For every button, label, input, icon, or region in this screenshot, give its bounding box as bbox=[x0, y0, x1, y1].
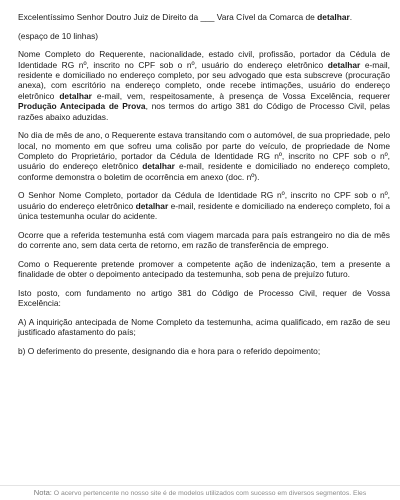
facts-bold-b: detalhar bbox=[142, 161, 175, 172]
facts-paragraph bbox=[18, 130, 390, 182]
request-item-b: b) O deferimento do presente, designando dia e hora para o referido depoimento; bbox=[18, 345, 321, 356]
witness-text-c: e-mail, residente e domiciliado na endereço completo, foi a única testemunha ocular do acidente. bbox=[18, 200, 390, 222]
qualification-text-a: Nome Completo do Requerente, nacionalidade, estado civil, profissão, portador da Cédula de Identidade RG nº, inscrito no CPF sob o nº, usuário do endereço eletrônico bbox=[18, 49, 390, 70]
footer-note-label: Nota: bbox=[33, 488, 52, 497]
spacing-note: (espaço de 10 linhas) bbox=[18, 30, 99, 41]
request-item-a: A) A inquirição antecipada de Nome Completo da testemunha, acima qualificado, em razão de seu justificado afastamento do país; bbox=[18, 316, 390, 338]
court-address-text: Excelentíssimo Senhor Doutro Juiz de Direito da ___ Vara Cível da Comarca de bbox=[18, 12, 318, 22]
facts-text-a: No dia de mês de ano, o Requerente estava transitando com o automóvel, de sua propriedade, pelo local, no momento em que sofreu uma colisão por parte do veículo, de propriedade de Nome Completo do Proprietário, portador da Cédula de Identidade RG nº, inscrito no CPF sob o nº, usuário do endereço eletrônico bbox=[18, 130, 390, 172]
witness-bold-b: detalhar bbox=[135, 200, 169, 211]
qualification-paragraph bbox=[18, 49, 390, 122]
qualification-bold-f: Produção Antecipada de Prova bbox=[18, 101, 146, 112]
qualification-bold-d: detalhar bbox=[59, 90, 92, 101]
qualification-text-g: , nos termos do artigo 381 do Código de Processo Civil, pelas razões abaixo aduzidas. bbox=[18, 101, 390, 122]
footer-note-text: O acervo pertencente no nosso site é de modelos utilizados com sucesso em diversos segmentos. Eles bbox=[51, 490, 367, 497]
purpose-paragraph: Como o Requerente pretende promover a competente ação de indenização, tem a presente a finalidade de obter o depoimento antecipado da testemunha, sob pena de prejuízo futuro. bbox=[18, 258, 390, 280]
facts-text-c: e-mail, residente e domiciliado no endereço completo, conforme demonstra o boletim de ocorrência em anexo (doc. nº). bbox=[18, 161, 390, 182]
comarca-placeholder: detalhar bbox=[317, 12, 350, 22]
qualification-text-e: e-mail, vem, respeitosamente, à presença de Vossa Excelência, requerer bbox=[91, 90, 391, 101]
qualification-bold-b: detalhar bbox=[327, 59, 361, 70]
court-address-end: . bbox=[349, 12, 353, 22]
travel-paragraph: Ocorre que a referida testemunha está com viagem marcada para país estrangeiro no dia de mês do corrente ano, sem data certa de retorno, em razão de transferência de emprego. bbox=[18, 229, 390, 251]
footer-note bbox=[0, 485, 400, 500]
witness-paragraph bbox=[18, 190, 390, 221]
witness-text-a: O Senhor Nome Completo, portador da Cédula de Identidade RG nº, inscrito no CPF sob o nº, usuário do endereço eletrônico bbox=[18, 190, 390, 211]
qualification-text-c: e-mail, residente e domiciliado no endereço completo, por seu advogado que esta subscreve (procuração anexa), com escritório na endereço completo, onde recebe intimações, usuário do endereço eletrônico bbox=[18, 59, 390, 101]
court-address bbox=[18, 12, 390, 22]
request-intro: Isto posto, com fundamento no artigo 381 do Código de Processo Civil, requer de Vossa Excelência: bbox=[18, 287, 390, 309]
